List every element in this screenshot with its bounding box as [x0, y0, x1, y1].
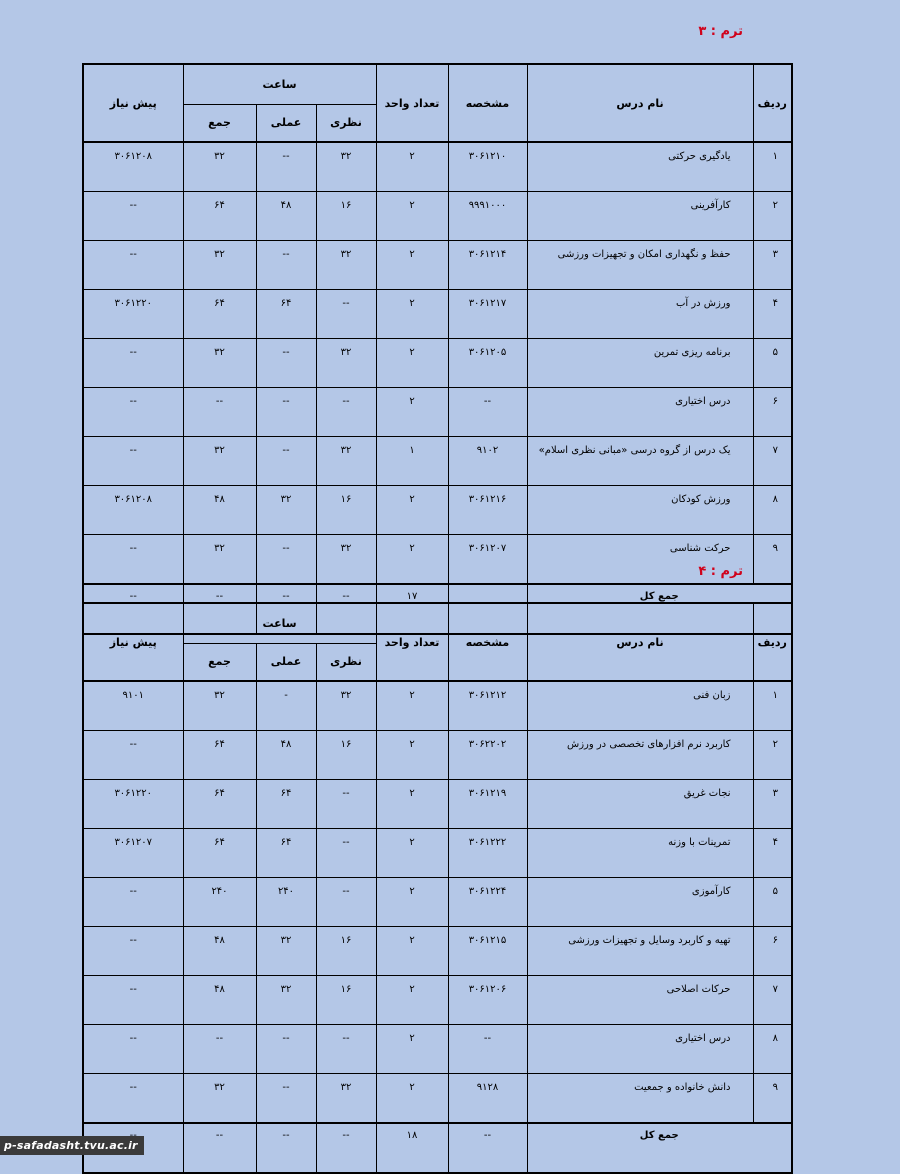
total-hours-sum: -- [183, 584, 256, 634]
site-url-footer[interactable]: p-safadasht.tvu.ac.ir [0, 1136, 144, 1155]
header-total-hours: جمع [183, 104, 256, 142]
row-number: ۳ [753, 241, 792, 290]
row-number: ۹ [753, 535, 792, 585]
theory-hours: -- [316, 878, 376, 927]
total-hours: ۶۴ [183, 780, 256, 829]
practical-hours: ۳۲ [256, 976, 316, 1025]
practical-hours: ۴۸ [256, 731, 316, 780]
total-hours: ۴۸ [183, 927, 256, 976]
prerequisite: ۳۰۶۱۲۰۸ [83, 486, 183, 535]
row-number: ۸ [753, 1025, 792, 1074]
theory-hours: ۳۲ [316, 339, 376, 388]
course-name: تمرینات با وزنه [527, 829, 753, 878]
practical-hours: ۳۲ [256, 486, 316, 535]
course-code: ۹۱۲۸ [448, 1074, 527, 1124]
total-hours: ۳۲ [183, 535, 256, 585]
practical-hours: -- [256, 339, 316, 388]
table-row [83, 878, 792, 927]
course-name: یادگیری حرکتی [527, 142, 753, 192]
header-theory: نظری [316, 643, 376, 681]
header-row-number: ردیف [753, 64, 792, 142]
term3-course-table [82, 63, 793, 635]
header-hours: ساعت [183, 603, 376, 643]
practical-hours: -- [256, 535, 316, 585]
row-number: ۷ [753, 437, 792, 486]
table-row [83, 486, 792, 535]
theory-hours: ۱۶ [316, 486, 376, 535]
total-hours: ۳۲ [183, 339, 256, 388]
total-theory: -- [316, 1123, 376, 1173]
prerequisite: -- [83, 878, 183, 927]
row-number: ۶ [753, 388, 792, 437]
total-theory: -- [316, 584, 376, 634]
theory-hours: ۳۲ [316, 1074, 376, 1124]
theory-hours: -- [316, 290, 376, 339]
header-course-code: مشخصه [448, 603, 527, 681]
header-units: تعداد واحد [376, 603, 448, 681]
header-practical: عملی [256, 104, 316, 142]
header-theory: نظری [316, 104, 376, 142]
course-code: ۳۰۶۱۲۱۵ [448, 927, 527, 976]
prerequisite: -- [83, 437, 183, 486]
course-name: کارآفرینی [527, 192, 753, 241]
course-code: ۳۰۶۱۲۱۷ [448, 290, 527, 339]
course-name: ورزش کودکان [527, 486, 753, 535]
table-row [83, 681, 792, 731]
course-code: ۳۰۶۲۲۰۲ [448, 731, 527, 780]
row-number: ۵ [753, 878, 792, 927]
total-hours: ۴۸ [183, 486, 256, 535]
course-units: ۲ [376, 1074, 448, 1124]
total-units: ۱۷ [376, 584, 448, 634]
theory-hours: ۱۶ [316, 927, 376, 976]
practical-hours: -- [256, 437, 316, 486]
row-number: ۹ [753, 1074, 792, 1124]
header-units: تعداد واحد [376, 64, 448, 142]
course-units: ۲ [376, 486, 448, 535]
course-units: ۲ [376, 535, 448, 585]
table-row [83, 1025, 792, 1074]
course-units: ۲ [376, 976, 448, 1025]
total-units: ۱۸ [376, 1123, 448, 1173]
practical-hours: ۲۴۰ [256, 878, 316, 927]
table-row [83, 731, 792, 780]
course-units: ۲ [376, 829, 448, 878]
row-number: ۱ [753, 142, 792, 192]
table-row [83, 388, 792, 437]
practical-hours: -- [256, 1025, 316, 1074]
total-label: جمع کل [527, 584, 792, 634]
course-code: ۳۰۶۱۲۱۴ [448, 241, 527, 290]
course-name: حفظ و نگهداری امکان و تجهیزات ورزشی [527, 241, 753, 290]
prerequisite: -- [83, 339, 183, 388]
total-hours: ۶۴ [183, 290, 256, 339]
row-number: ۶ [753, 927, 792, 976]
table-row [83, 192, 792, 241]
total-hours: ۶۴ [183, 829, 256, 878]
table-row [83, 241, 792, 290]
table-row [83, 1074, 792, 1124]
table-row [83, 780, 792, 829]
total-practical: -- [256, 584, 316, 634]
practical-hours: ۶۴ [256, 290, 316, 339]
theory-hours: ۳۲ [316, 681, 376, 731]
table-row [83, 142, 792, 192]
theory-hours: -- [316, 1025, 376, 1074]
total-hours: ۳۲ [183, 437, 256, 486]
theory-hours: ۳۲ [316, 437, 376, 486]
course-units: ۱ [376, 437, 448, 486]
course-units: ۲ [376, 1025, 448, 1074]
prerequisite: -- [83, 535, 183, 585]
course-code: ۳۰۶۱۲۰۶ [448, 976, 527, 1025]
practical-hours: ۳۲ [256, 927, 316, 976]
course-name: حرکت شناسی [527, 535, 753, 585]
row-number: ۷ [753, 976, 792, 1025]
total-row [83, 1123, 792, 1173]
header-hours: ساعت [183, 64, 376, 104]
course-code: ۳۰۶۱۲۰۵ [448, 339, 527, 388]
term4-title: ترم : ۴ [698, 564, 743, 579]
course-code: ۳۰۶۱۲۲۲ [448, 829, 527, 878]
table-row [83, 339, 792, 388]
course-name: زبان فنی [527, 681, 753, 731]
course-code: ۳۰۶۱۲۱۹ [448, 780, 527, 829]
course-units: ۲ [376, 339, 448, 388]
course-units: ۲ [376, 878, 448, 927]
theory-hours: ۳۲ [316, 142, 376, 192]
total-hours: -- [183, 1025, 256, 1074]
term4-course-table [82, 602, 793, 1174]
total-hours: ۳۲ [183, 1074, 256, 1124]
total-hours: ۶۴ [183, 731, 256, 780]
course-units: ۲ [376, 681, 448, 731]
practical-hours: ۶۴ [256, 829, 316, 878]
course-name: نجات غریق [527, 780, 753, 829]
prerequisite: ۳۰۶۱۲۰۷ [83, 829, 183, 878]
table-row [83, 535, 792, 585]
course-name: درس اختیاری [527, 1025, 753, 1074]
course-units: ۲ [376, 142, 448, 192]
header-course-name: نام درس [527, 64, 753, 142]
prerequisite: -- [83, 731, 183, 780]
course-name: تهیه و کاربرد وسایل و تجهیزات ورزشی [527, 927, 753, 976]
practical-hours: ۶۴ [256, 780, 316, 829]
course-code: ۹۱۰۲ [448, 437, 527, 486]
total-hours-sum: -- [183, 1123, 256, 1173]
course-units: ۲ [376, 927, 448, 976]
table-row [83, 927, 792, 976]
course-code: -- [448, 1025, 527, 1074]
term3-title: ترم : ۳ [698, 24, 743, 39]
total-code: -- [448, 1123, 527, 1173]
prerequisite: ۳۰۶۱۲۲۰ [83, 780, 183, 829]
prerequisite: -- [83, 1074, 183, 1124]
course-name: ورزش در آب [527, 290, 753, 339]
course-code: ۳۰۶۱۲۱۶ [448, 486, 527, 535]
total-hours: ۳۲ [183, 241, 256, 290]
prerequisite: -- [83, 1025, 183, 1074]
course-code: ۳۰۶۱۲۰۷ [448, 535, 527, 585]
total-prerequisite: -- [83, 584, 183, 634]
practical-hours: - [256, 681, 316, 731]
total-label: جمع کل [527, 1123, 792, 1173]
header-row-number: ردیف [753, 603, 792, 681]
course-name: کارآموزی [527, 878, 753, 927]
course-code: ۳۰۶۱۲۱۲ [448, 681, 527, 731]
header-course-code: مشخصه [448, 64, 527, 142]
prerequisite: -- [83, 927, 183, 976]
row-number: ۲ [753, 731, 792, 780]
prerequisite: -- [83, 192, 183, 241]
course-name: یک درس از گروه درسی «مبانی نظری اسلام» [527, 437, 753, 486]
course-name: حرکات اصلاحی [527, 976, 753, 1025]
header-practical: عملی [256, 643, 316, 681]
course-code: ۳۰۶۱۲۲۴ [448, 878, 527, 927]
header-total-hours: جمع [183, 643, 256, 681]
course-units: ۲ [376, 241, 448, 290]
row-number: ۵ [753, 339, 792, 388]
total-hours: ۶۴ [183, 192, 256, 241]
total-practical: -- [256, 1123, 316, 1173]
row-number: ۱ [753, 681, 792, 731]
course-name: کاربرد نرم افزارهای تخصصی در ورزش [527, 731, 753, 780]
prerequisite: ۳۰۶۱۲۰۸ [83, 142, 183, 192]
course-units: ۲ [376, 192, 448, 241]
theory-hours: ۱۶ [316, 731, 376, 780]
table-row [83, 829, 792, 878]
row-number: ۴ [753, 290, 792, 339]
course-units: ۲ [376, 290, 448, 339]
theory-hours: -- [316, 829, 376, 878]
practical-hours: -- [256, 388, 316, 437]
row-number: ۳ [753, 780, 792, 829]
practical-hours: ۴۸ [256, 192, 316, 241]
row-number: ۸ [753, 486, 792, 535]
course-name: برنامه ریزی تمرین [527, 339, 753, 388]
theory-hours: ۱۶ [316, 976, 376, 1025]
prerequisite: -- [83, 241, 183, 290]
total-hours: -- [183, 388, 256, 437]
total-hours: ۲۴۰ [183, 878, 256, 927]
header-prerequisite: پیش نیاز [83, 603, 183, 681]
total-hours: ۴۸ [183, 976, 256, 1025]
header-prerequisite: پیش نیاز [83, 64, 183, 142]
course-name: دانش خانواده و جمعیت [527, 1074, 753, 1124]
theory-hours: ۳۲ [316, 535, 376, 585]
practical-hours: -- [256, 1074, 316, 1124]
theory-hours: ۱۶ [316, 192, 376, 241]
course-name: درس اختیاری [527, 388, 753, 437]
course-code: ۳۰۶۱۲۱۰ [448, 142, 527, 192]
practical-hours: -- [256, 241, 316, 290]
row-number: ۴ [753, 829, 792, 878]
table-row [83, 290, 792, 339]
course-units: ۲ [376, 731, 448, 780]
course-code: -- [448, 388, 527, 437]
course-units: ۲ [376, 388, 448, 437]
table-row [83, 976, 792, 1025]
prerequisite: ۹۱۰۱ [83, 681, 183, 731]
table-row [83, 437, 792, 486]
practical-hours: -- [256, 142, 316, 192]
course-code: ۹۹۹۱۰۰۰ [448, 192, 527, 241]
total-hours: ۳۲ [183, 681, 256, 731]
theory-hours: ۳۲ [316, 241, 376, 290]
header-course-name: نام درس [527, 603, 753, 681]
total-hours: ۳۲ [183, 142, 256, 192]
theory-hours: -- [316, 388, 376, 437]
prerequisite: ۳۰۶۱۲۲۰ [83, 290, 183, 339]
theory-hours: -- [316, 780, 376, 829]
course-units: ۲ [376, 780, 448, 829]
prerequisite: -- [83, 976, 183, 1025]
row-number: ۲ [753, 192, 792, 241]
prerequisite: -- [83, 388, 183, 437]
